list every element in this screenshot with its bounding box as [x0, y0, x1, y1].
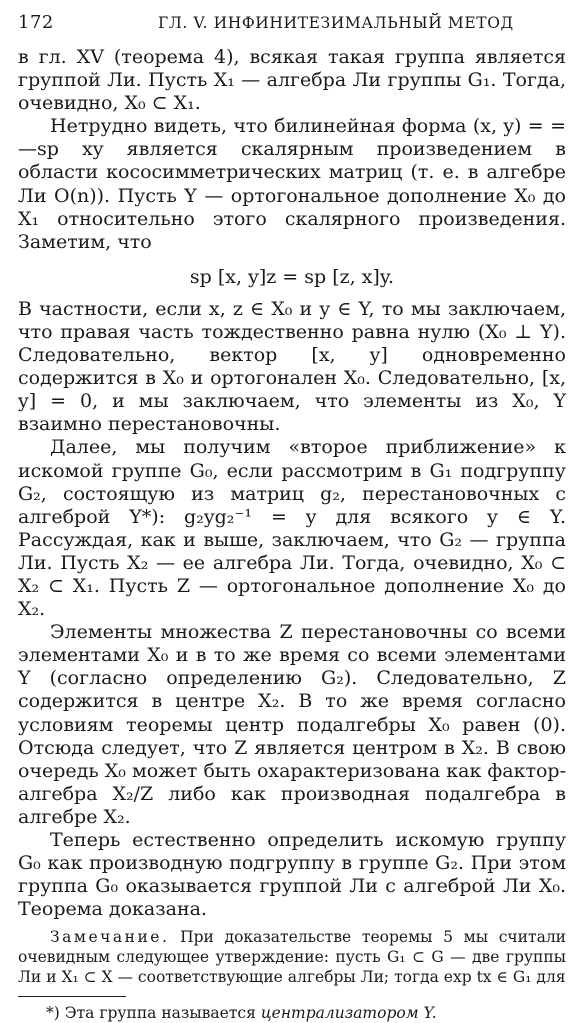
footnote-term: централизатором Y. [260, 1004, 437, 1023]
footnote-text: Эта группа называется [64, 1004, 256, 1023]
book-page [18, 6, 566, 1023]
page-header [18, 6, 566, 46]
paragraph-2: Нетрудно видеть, что билинейная форма (x, y) = = —sp xy является скалярным произведением в области кососимметрических матриц (т. е. в алгебре Ли O(n)). Пусть Y — ортогональное дополнение X₀ до X₁ относительно этого скалярного произведения. Заметим, что [18, 115, 566, 253]
remark-text: При доказательстве теоремы 5 мы считали очевидным следующее утверждение: пусть G₁ ⊂ G — две группы Ли и X₁ ⊂ X — соответствующие алгебры Ли; тогда exp tx ∈ G₁ для [18, 928, 566, 987]
display-formula: sp [x, y]z = sp [z, x]y. [189, 265, 395, 288]
footnote-divider [18, 996, 126, 997]
footnote-marker: *) [46, 1004, 60, 1023]
remark [18, 927, 566, 987]
remark-label: Замечание. [50, 928, 170, 947]
paragraph-6: Теперь естественно определить искомую группу G₀ как производную подгруппу в группе G₂. При этом группа G₀ оказывается группой Ли с алгеброй Ли X₀. Теорема доказана. [18, 829, 566, 921]
paragraph-4: Далее, мы получим «второе приближение» к искомой группе G₀, если рассмотрим в G₁ подгруппу G₂, состоящую из матриц g₂, перестановочных с алгеброй Y*): g₂yg₂⁻¹ = y для всякого y ∈ Y. Рассуждая, как и выше, заключаем, что G₂ — группа Ли. Пусть X₂ — ее алгебра Ли. Тогда, очевидно, X₀ ⊂ X₂ ⊂ X₁. Пусть Z — ортогональное дополнение X₀ до X₂. [18, 436, 566, 621]
main-text [18, 46, 566, 921]
footnote [18, 1003, 566, 1023]
paragraph-3: В частности, если x, z ∈ X₀ и y ∈ Y, то мы заключаем, что правая часть тождественно равна нулю (X₀ ⊥ Y). Следовательно, вектор [x, y] одновременно содержится в X₀ и ортогонален X₀. Следовательно, [x, y] = 0, и мы заключаем, что элементы из X₀, Y взаимно перестановочны. [18, 297, 566, 436]
running-title: ГЛ. V. ИНФИНИТЕЗИМАЛЬНЫЙ МЕТОД [158, 14, 514, 32]
page-number: 172 [18, 12, 54, 33]
paragraph-5: Элементы множества Z перестановочны со всеми элементами X₀ и в то же время со всеми элементами Y (согласно определению G₂). Следовательно, Z содержится в центре X₂. В то же время согласно условиям теоремы центр подалгебры X₀ равен (0). Отсюда следует, что Z является центром в X₂. В свою очередь X₀ может быть охарактеризована как фактор-алгебра X₂/Z либо как производная подалгебра в алгебре X₂. [18, 621, 566, 828]
paragraph-1: в гл. XV (теорема 4), всякая такая группа является группой Ли. Пусть X₁ — алгебра Ли группы G₁. Тогда, очевидно, X₀ ⊂ X₁. [18, 46, 566, 115]
